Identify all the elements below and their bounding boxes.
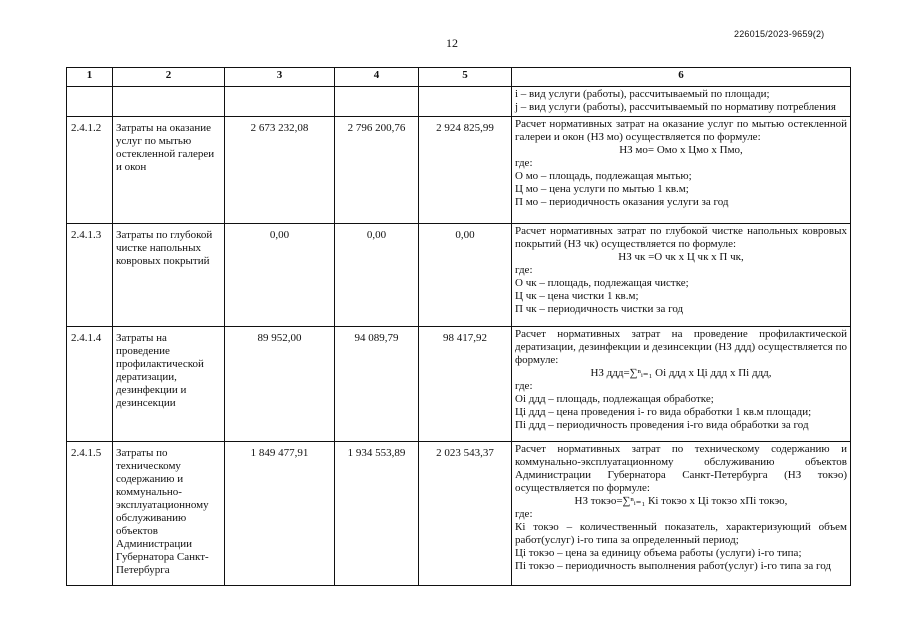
row-value-3: 2 023 543,37 [419, 442, 512, 586]
continuation-row [67, 87, 851, 117]
desc-line: j – вид услуги (работы), рассчитываемый по нормативу потребления [515, 101, 836, 113]
desc-line: О мо – площадь, подлежащая мытью; [515, 170, 692, 182]
desc-line: Расчет нормативных затрат по техническому содержанию и коммунально-эксплуатационному обслуживанию объектов Администрации Губернатора Санкт-Петербурга (НЗ токэо) осуществляется по формуле: [515, 443, 847, 494]
table-row [67, 117, 851, 224]
desc-line: Пi ддд – периодичность проведения i-го вида обработки за год [515, 419, 809, 431]
row-name: Затраты на оказание услуг по мытью остекленной галереи и окон [113, 117, 225, 224]
column-header: 2 [113, 68, 225, 87]
page-number: 12 [446, 36, 458, 50]
row-description [512, 327, 851, 442]
row-description [512, 442, 851, 586]
row-code: 2.4.1.2 [67, 117, 113, 224]
row-value-2: 2 796 200,76 [335, 117, 419, 224]
continuation-text [512, 87, 851, 117]
formula: НЗ чк =О чк х Ц чк х П чк, [618, 251, 744, 263]
row-code: 2.4.1.5 [67, 442, 113, 586]
desc-line: Расчет нормативных затрат на оказание услуг по мытью остекленной галереи и окон (НЗ мо) осуществляется по формуле: [515, 118, 847, 143]
desc-line: П чк – периодичность чистки за год [515, 303, 684, 315]
desc-line: Расчет нормативных затрат на проведение профилактической дератизации, дезинфекции и дезинсекции (НЗ ддд) осуществляется по формуле: [515, 328, 847, 366]
row-value-3: 2 924 825,99 [419, 117, 512, 224]
row-value-1: 0,00 [225, 224, 335, 327]
row-value-1: 89 952,00 [225, 327, 335, 442]
desc-line: i – вид услуги (работы), рассчитываемый по площади; [515, 88, 770, 100]
row-name: Затраты по техническому содержанию и коммунально-эксплуатационному обслуживанию объектов Администрации Губернатора Санкт-Петербурга [113, 442, 225, 586]
formula: НЗ мо= Омо х Цмо х Пмо, [619, 144, 743, 156]
row-value-3: 0,00 [419, 224, 512, 327]
table-row [67, 224, 851, 327]
desc-line: Ц чк – цена чистки 1 кв.м; [515, 290, 639, 302]
table-row [67, 327, 851, 442]
row-description [512, 224, 851, 327]
column-header: 1 [67, 68, 113, 87]
desc-line: П мо – периодичность оказания услуги за год [515, 196, 729, 208]
row-code: 2.4.1.4 [67, 327, 113, 442]
desc-line: Расчет нормативных затрат по глубокой чистке напольных ковровых покрытий (НЗ чк) осуществляется по формуле: [515, 225, 847, 250]
desc-line: Оi ддд – площадь, подлежащая обработке; [515, 393, 714, 405]
column-header: 4 [335, 68, 419, 87]
desc-line: где: [515, 157, 533, 169]
row-code: 2.4.1.3 [67, 224, 113, 327]
desc-line: Ц мо – цена услуги по мытью 1 кв.м; [515, 183, 689, 195]
document-id: 226015/2023-9659(2) [734, 29, 825, 39]
row-value-2: 1 934 553,89 [335, 442, 419, 586]
row-value-1: 2 673 232,08 [225, 117, 335, 224]
row-value-2: 94 089,79 [335, 327, 419, 442]
desc-line: Пi токэо – периодичность выполнения работ(услуг) i-го типа за год [515, 560, 831, 572]
desc-line: О чк – площадь, подлежащая чистке; [515, 277, 689, 289]
column-header: 5 [419, 68, 512, 87]
row-name: Затраты на проведение профилактической дератизации, дезинфекции и дезинсекции [113, 327, 225, 442]
desc-line: Кi токэо – количественный показатель, характеризующий объем работ(услуг) i-го типа за определенный период; [515, 521, 847, 546]
row-value-3: 98 417,92 [419, 327, 512, 442]
cost-table [66, 67, 851, 586]
desc-line: где: [515, 264, 533, 276]
desc-line: Цi ддд – цена проведения i- го вида обработки 1 кв.м площади; [515, 406, 812, 418]
header-row [67, 68, 851, 87]
desc-line: Цi токэо – цена за единицу объема работы (услуги) i-го типа; [515, 547, 802, 559]
desc-line: где: [515, 380, 533, 392]
table-row [67, 442, 851, 586]
row-value-2: 0,00 [335, 224, 419, 327]
column-header: 6 [512, 68, 851, 87]
row-description [512, 117, 851, 224]
row-value-1: 1 849 477,91 [225, 442, 335, 586]
desc-line: где: [515, 508, 533, 520]
column-header: 3 [225, 68, 335, 87]
formula: НЗ ддд=∑ⁿᵢ₌₁ Оi ддд х Цi ддд х Пi ддд, [590, 367, 772, 379]
formula: НЗ токэо=∑ⁿᵢ₌₁ Кi токэо х Цi токэо хПi токэо, [574, 495, 788, 507]
row-name: Затраты по глубокой чистке напольных ковровых покрытий [113, 224, 225, 327]
